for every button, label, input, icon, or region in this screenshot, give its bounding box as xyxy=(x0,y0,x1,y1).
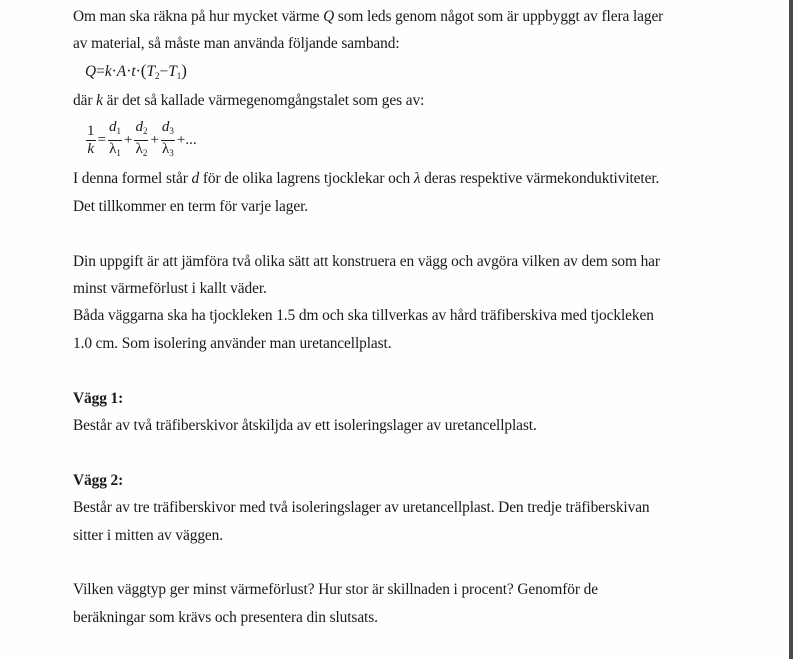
question-line-2: beräkningar som krävs och presentera din slutsats. xyxy=(73,609,378,626)
sub-1: 1 xyxy=(116,125,121,136)
fraction-d3-lambda3 xyxy=(161,119,175,162)
var-d: d xyxy=(161,118,170,135)
sub-3: 3 xyxy=(169,125,174,136)
explanation-line-1 xyxy=(73,169,659,189)
var-lambda: λ xyxy=(135,140,143,157)
var-lambda: λ xyxy=(162,140,170,157)
variable-lambda: λ xyxy=(413,170,421,187)
fraction-numerator xyxy=(108,119,122,141)
wall1-heading: Vägg 1: xyxy=(73,390,124,407)
task-line-3: Båda väggarna ska ha tjockleken 1.5 dm och ska tillverkas av hård träfiberskiva med tjockleken xyxy=(73,307,654,324)
formula-equals: = xyxy=(97,131,106,148)
fraction-numerator xyxy=(134,119,148,141)
formula-k: k xyxy=(104,63,112,80)
formula-dot: · xyxy=(111,63,117,80)
formula-sub-1: 1 xyxy=(176,71,182,81)
formula-q: Q xyxy=(85,63,97,80)
fraction-denominator xyxy=(108,141,122,162)
explanation-text: för de olika lagrens tjocklekar och xyxy=(199,170,414,187)
var-lambda: λ xyxy=(109,140,117,157)
fraction-d2-lambda2 xyxy=(134,119,148,162)
formula-lparen: ( xyxy=(140,61,147,80)
var-d: d xyxy=(135,118,143,135)
fraction-denominator: k xyxy=(87,140,95,157)
k-intro-text: där xyxy=(73,92,97,109)
wall1-text: Består av två träfiberskivor åtskiljda av ett isoleringslager av uretancellplast. xyxy=(73,417,537,434)
wall2-line-2: sitter i mitten av väggen. xyxy=(73,527,223,544)
formula-a: A xyxy=(116,63,127,80)
variable-d: d xyxy=(191,170,200,187)
question-line-1: Vilken väggtyp ger minst värmeförlust? Hur stor är skillnaden i procent? Genomför de xyxy=(73,581,598,598)
formula-dot: · xyxy=(126,63,132,80)
page-edge xyxy=(789,0,793,659)
k-intro-text: är det så kallade värmegenomgångstalet som ges av: xyxy=(102,92,425,109)
fraction-denominator xyxy=(161,141,175,162)
intro-text: Om man ska räkna på hur mycket värme xyxy=(73,8,324,25)
sub-3: 3 xyxy=(169,147,174,158)
task-line-4: 1.0 cm. Som isolering använder man uretancellplast. xyxy=(73,335,392,352)
sub-1: 1 xyxy=(116,147,121,158)
task-line-2: minst värmeförlust i kallt väder. xyxy=(73,280,267,297)
formula-equals: = xyxy=(96,63,105,80)
formula-dot: · xyxy=(135,63,141,80)
variable-q: Q xyxy=(323,8,335,25)
fraction-numerator xyxy=(161,119,175,141)
wall2-line-1: Består av tre träfiberskivor med två isoleringslager av uretancellplast. Den tredje träfiberskivan xyxy=(73,499,650,516)
variable-k: k xyxy=(96,92,103,109)
formula-plus: + xyxy=(123,131,133,148)
explanation-text: I denna formel står xyxy=(73,170,192,187)
task-line-1: Din uppgift är att jämföra två olika sätt att konstruera en vägg och avgöra vilken av dem som har xyxy=(73,253,660,270)
formula-rparen: ) xyxy=(181,61,187,80)
sub-2: 2 xyxy=(142,125,148,136)
heat-formula xyxy=(85,61,187,86)
sub-2: 2 xyxy=(142,147,148,158)
formula-t2: T xyxy=(146,63,155,80)
formula-sub-2: 2 xyxy=(155,71,160,81)
intro-line-2: av material, så måste man använda följande samband: xyxy=(73,35,400,52)
fraction-denominator xyxy=(135,141,149,162)
intro-text: som leds genom något som är uppbyggt av flera lager xyxy=(334,8,664,25)
var-d: d xyxy=(108,118,117,135)
fraction-d1-lambda1 xyxy=(108,119,122,162)
intro-line-1 xyxy=(73,7,663,27)
formula-plus: + xyxy=(150,131,159,148)
formula-minus: − xyxy=(159,63,169,80)
k-intro-line xyxy=(73,91,424,111)
wall2-heading: Vägg 2: xyxy=(73,472,124,489)
formula-t1: T xyxy=(168,63,177,80)
fraction-one-over-k xyxy=(86,123,96,158)
fraction-numerator: 1 xyxy=(87,122,95,139)
k-formula xyxy=(85,118,198,162)
explanation-line-2: Det tillkommer en term för varje lager. xyxy=(73,198,308,215)
formula-ellipsis: +... xyxy=(176,131,197,148)
explanation-text: deras respektive värmekonduktiviteter. xyxy=(420,170,660,187)
formula-t: t xyxy=(131,63,136,80)
